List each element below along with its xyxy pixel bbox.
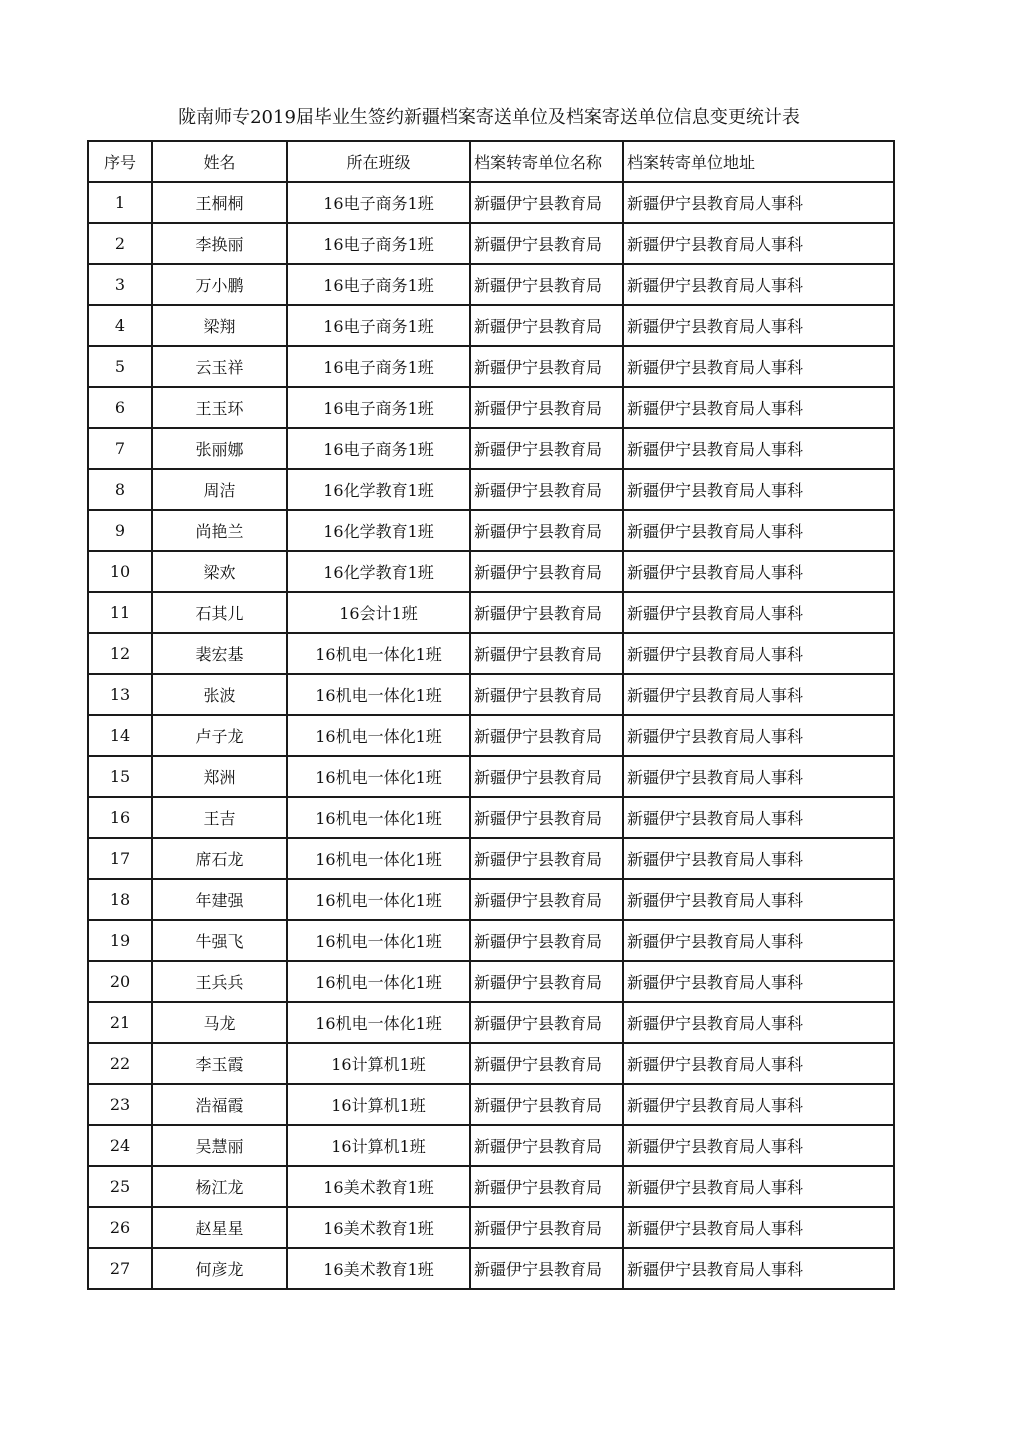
cell-index: 4 xyxy=(88,305,152,346)
column-header-index: 序号 xyxy=(88,141,152,182)
cell-unit-address: 新疆伊宁县教育局人事科 xyxy=(623,469,894,510)
cell-unit-address: 新疆伊宁县教育局人事科 xyxy=(623,223,894,264)
cell-name: 吴慧丽 xyxy=(152,1125,287,1166)
table-row xyxy=(88,264,894,305)
cell-unit-address: 新疆伊宁县教育局人事科 xyxy=(623,797,894,838)
cell-unit-name: 新疆伊宁县教育局 xyxy=(470,1002,623,1043)
cell-class: 16化学教育1班 xyxy=(287,551,470,592)
cell-index: 24 xyxy=(88,1125,152,1166)
cell-index: 6 xyxy=(88,387,152,428)
table-row xyxy=(88,715,894,756)
cell-name: 马龙 xyxy=(152,1002,287,1043)
table-row xyxy=(88,346,894,387)
cell-index: 10 xyxy=(88,551,152,592)
cell-index: 17 xyxy=(88,838,152,879)
cell-unit-name: 新疆伊宁县教育局 xyxy=(470,1043,623,1084)
table-row xyxy=(88,1166,894,1207)
table-row xyxy=(88,797,894,838)
column-header-unit-name: 档案转寄单位名称 xyxy=(470,141,623,182)
cell-name: 云玉祥 xyxy=(152,346,287,387)
cell-unit-name: 新疆伊宁县教育局 xyxy=(470,961,623,1002)
cell-class: 16电子商务1班 xyxy=(287,182,470,223)
table-row xyxy=(88,1125,894,1166)
table-row xyxy=(88,305,894,346)
cell-class: 16机电一体化1班 xyxy=(287,1002,470,1043)
cell-name: 张丽娜 xyxy=(152,428,287,469)
table-row xyxy=(88,1207,894,1248)
roster-table xyxy=(87,140,895,1290)
column-header-class: 所在班级 xyxy=(287,141,470,182)
cell-class: 16机电一体化1班 xyxy=(287,961,470,1002)
table-row xyxy=(88,674,894,715)
cell-name: 周洁 xyxy=(152,469,287,510)
cell-name: 裴宏基 xyxy=(152,633,287,674)
cell-unit-name: 新疆伊宁县教育局 xyxy=(470,756,623,797)
cell-unit-name: 新疆伊宁县教育局 xyxy=(470,182,623,223)
cell-class: 16美术教育1班 xyxy=(287,1166,470,1207)
cell-unit-name: 新疆伊宁县教育局 xyxy=(470,1125,623,1166)
cell-unit-address: 新疆伊宁县教育局人事科 xyxy=(623,879,894,920)
cell-unit-address: 新疆伊宁县教育局人事科 xyxy=(623,1043,894,1084)
cell-unit-name: 新疆伊宁县教育局 xyxy=(470,469,623,510)
cell-index: 12 xyxy=(88,633,152,674)
cell-index: 18 xyxy=(88,879,152,920)
cell-name: 牛强飞 xyxy=(152,920,287,961)
cell-index: 27 xyxy=(88,1248,152,1289)
cell-unit-address: 新疆伊宁县教育局人事科 xyxy=(623,756,894,797)
cell-name: 尚艳兰 xyxy=(152,510,287,551)
table-row xyxy=(88,551,894,592)
cell-index: 20 xyxy=(88,961,152,1002)
table-row xyxy=(88,756,894,797)
table-row xyxy=(88,838,894,879)
cell-unit-name: 新疆伊宁县教育局 xyxy=(470,551,623,592)
cell-class: 16电子商务1班 xyxy=(287,387,470,428)
cell-class: 16美术教育1班 xyxy=(287,1248,470,1289)
cell-name: 李玉霞 xyxy=(152,1043,287,1084)
page-title: 陇南师专2019届毕业生签约新疆档案寄送单位及档案寄送单位信息变更统计表 xyxy=(178,107,800,128)
table-row xyxy=(88,1084,894,1125)
table-row xyxy=(88,223,894,264)
cell-index: 26 xyxy=(88,1207,152,1248)
cell-name: 万小鹏 xyxy=(152,264,287,305)
column-header-name: 姓名 xyxy=(152,141,287,182)
cell-unit-address: 新疆伊宁县教育局人事科 xyxy=(623,674,894,715)
cell-unit-name: 新疆伊宁县教育局 xyxy=(470,510,623,551)
table-body xyxy=(88,182,894,1289)
cell-name: 梁欢 xyxy=(152,551,287,592)
cell-index: 8 xyxy=(88,469,152,510)
cell-class: 16机电一体化1班 xyxy=(287,674,470,715)
cell-unit-address: 新疆伊宁县教育局人事科 xyxy=(623,1125,894,1166)
cell-unit-name: 新疆伊宁县教育局 xyxy=(470,674,623,715)
cell-index: 16 xyxy=(88,797,152,838)
cell-unit-name: 新疆伊宁县教育局 xyxy=(470,264,623,305)
column-header-unit-address: 档案转寄单位地址 xyxy=(623,141,894,182)
cell-name: 郑洲 xyxy=(152,756,287,797)
cell-unit-address: 新疆伊宁县教育局人事科 xyxy=(623,264,894,305)
cell-index: 15 xyxy=(88,756,152,797)
cell-unit-name: 新疆伊宁县教育局 xyxy=(470,1207,623,1248)
cell-unit-address: 新疆伊宁县教育局人事科 xyxy=(623,428,894,469)
cell-unit-address: 新疆伊宁县教育局人事科 xyxy=(623,305,894,346)
cell-name: 卢子龙 xyxy=(152,715,287,756)
cell-name: 席石龙 xyxy=(152,838,287,879)
cell-index: 21 xyxy=(88,1002,152,1043)
cell-class: 16机电一体化1班 xyxy=(287,633,470,674)
table-row xyxy=(88,182,894,223)
cell-class: 16电子商务1班 xyxy=(287,264,470,305)
cell-class: 16机电一体化1班 xyxy=(287,920,470,961)
cell-unit-address: 新疆伊宁县教育局人事科 xyxy=(623,346,894,387)
table-row xyxy=(88,428,894,469)
cell-index: 25 xyxy=(88,1166,152,1207)
cell-unit-address: 新疆伊宁县教育局人事科 xyxy=(623,1002,894,1043)
table-row xyxy=(88,1248,894,1289)
cell-unit-address: 新疆伊宁县教育局人事科 xyxy=(623,551,894,592)
cell-index: 3 xyxy=(88,264,152,305)
cell-unit-name: 新疆伊宁县教育局 xyxy=(470,387,623,428)
cell-index: 9 xyxy=(88,510,152,551)
cell-index: 5 xyxy=(88,346,152,387)
cell-unit-name: 新疆伊宁县教育局 xyxy=(470,1166,623,1207)
cell-name: 王吉 xyxy=(152,797,287,838)
cell-class: 16计算机1班 xyxy=(287,1084,470,1125)
cell-index: 11 xyxy=(88,592,152,633)
cell-class: 16机电一体化1班 xyxy=(287,756,470,797)
cell-unit-address: 新疆伊宁县教育局人事科 xyxy=(623,1166,894,1207)
table-row xyxy=(88,469,894,510)
cell-index: 22 xyxy=(88,1043,152,1084)
cell-name: 石其儿 xyxy=(152,592,287,633)
table-row xyxy=(88,1002,894,1043)
cell-unit-address: 新疆伊宁县教育局人事科 xyxy=(623,387,894,428)
cell-index: 13 xyxy=(88,674,152,715)
cell-name: 何彦龙 xyxy=(152,1248,287,1289)
cell-unit-name: 新疆伊宁县教育局 xyxy=(470,1248,623,1289)
cell-unit-name: 新疆伊宁县教育局 xyxy=(470,223,623,264)
cell-unit-address: 新疆伊宁县教育局人事科 xyxy=(623,715,894,756)
cell-unit-name: 新疆伊宁县教育局 xyxy=(470,346,623,387)
cell-unit-address: 新疆伊宁县教育局人事科 xyxy=(623,1084,894,1125)
cell-unit-name: 新疆伊宁县教育局 xyxy=(470,879,623,920)
cell-class: 16机电一体化1班 xyxy=(287,838,470,879)
cell-unit-name: 新疆伊宁县教育局 xyxy=(470,633,623,674)
cell-name: 王兵兵 xyxy=(152,961,287,1002)
cell-class: 16计算机1班 xyxy=(287,1125,470,1166)
table-row xyxy=(88,961,894,1002)
cell-unit-address: 新疆伊宁县教育局人事科 xyxy=(623,182,894,223)
table-row xyxy=(88,879,894,920)
cell-name: 年建强 xyxy=(152,879,287,920)
table-header-row xyxy=(88,141,894,182)
table-row xyxy=(88,633,894,674)
cell-name: 王玉环 xyxy=(152,387,287,428)
cell-unit-address: 新疆伊宁县教育局人事科 xyxy=(623,961,894,1002)
cell-name: 赵星星 xyxy=(152,1207,287,1248)
cell-class: 16美术教育1班 xyxy=(287,1207,470,1248)
cell-class: 16电子商务1班 xyxy=(287,346,470,387)
cell-unit-name: 新疆伊宁县教育局 xyxy=(470,305,623,346)
cell-unit-address: 新疆伊宁县教育局人事科 xyxy=(623,1248,894,1289)
cell-unit-address: 新疆伊宁县教育局人事科 xyxy=(623,510,894,551)
cell-unit-name: 新疆伊宁县教育局 xyxy=(470,920,623,961)
table-row xyxy=(88,1043,894,1084)
cell-name: 浩福霞 xyxy=(152,1084,287,1125)
cell-unit-address: 新疆伊宁县教育局人事科 xyxy=(623,838,894,879)
cell-index: 7 xyxy=(88,428,152,469)
cell-unit-name: 新疆伊宁县教育局 xyxy=(470,797,623,838)
table-row xyxy=(88,920,894,961)
cell-class: 16电子商务1班 xyxy=(287,223,470,264)
cell-name: 杨江龙 xyxy=(152,1166,287,1207)
cell-index: 2 xyxy=(88,223,152,264)
cell-class: 16会计1班 xyxy=(287,592,470,633)
cell-name: 李换丽 xyxy=(152,223,287,264)
cell-name: 王桐桐 xyxy=(152,182,287,223)
cell-unit-name: 新疆伊宁县教育局 xyxy=(470,838,623,879)
cell-class: 16机电一体化1班 xyxy=(287,879,470,920)
cell-unit-name: 新疆伊宁县教育局 xyxy=(470,1084,623,1125)
cell-unit-address: 新疆伊宁县教育局人事科 xyxy=(623,592,894,633)
cell-class: 16计算机1班 xyxy=(287,1043,470,1084)
cell-unit-address: 新疆伊宁县教育局人事科 xyxy=(623,633,894,674)
cell-unit-name: 新疆伊宁县教育局 xyxy=(470,715,623,756)
cell-unit-address: 新疆伊宁县教育局人事科 xyxy=(623,920,894,961)
cell-index: 23 xyxy=(88,1084,152,1125)
cell-class: 16电子商务1班 xyxy=(287,305,470,346)
cell-unit-name: 新疆伊宁县教育局 xyxy=(470,592,623,633)
cell-index: 14 xyxy=(88,715,152,756)
cell-class: 16化学教育1班 xyxy=(287,510,470,551)
cell-name: 张波 xyxy=(152,674,287,715)
cell-index: 19 xyxy=(88,920,152,961)
cell-class: 16机电一体化1班 xyxy=(287,797,470,838)
cell-unit-address: 新疆伊宁县教育局人事科 xyxy=(623,1207,894,1248)
cell-class: 16机电一体化1班 xyxy=(287,715,470,756)
cell-class: 16化学教育1班 xyxy=(287,469,470,510)
cell-index: 1 xyxy=(88,182,152,223)
table-row xyxy=(88,510,894,551)
table-row xyxy=(88,387,894,428)
table-row xyxy=(88,592,894,633)
cell-name: 梁翔 xyxy=(152,305,287,346)
cell-class: 16电子商务1班 xyxy=(287,428,470,469)
cell-unit-name: 新疆伊宁县教育局 xyxy=(470,428,623,469)
